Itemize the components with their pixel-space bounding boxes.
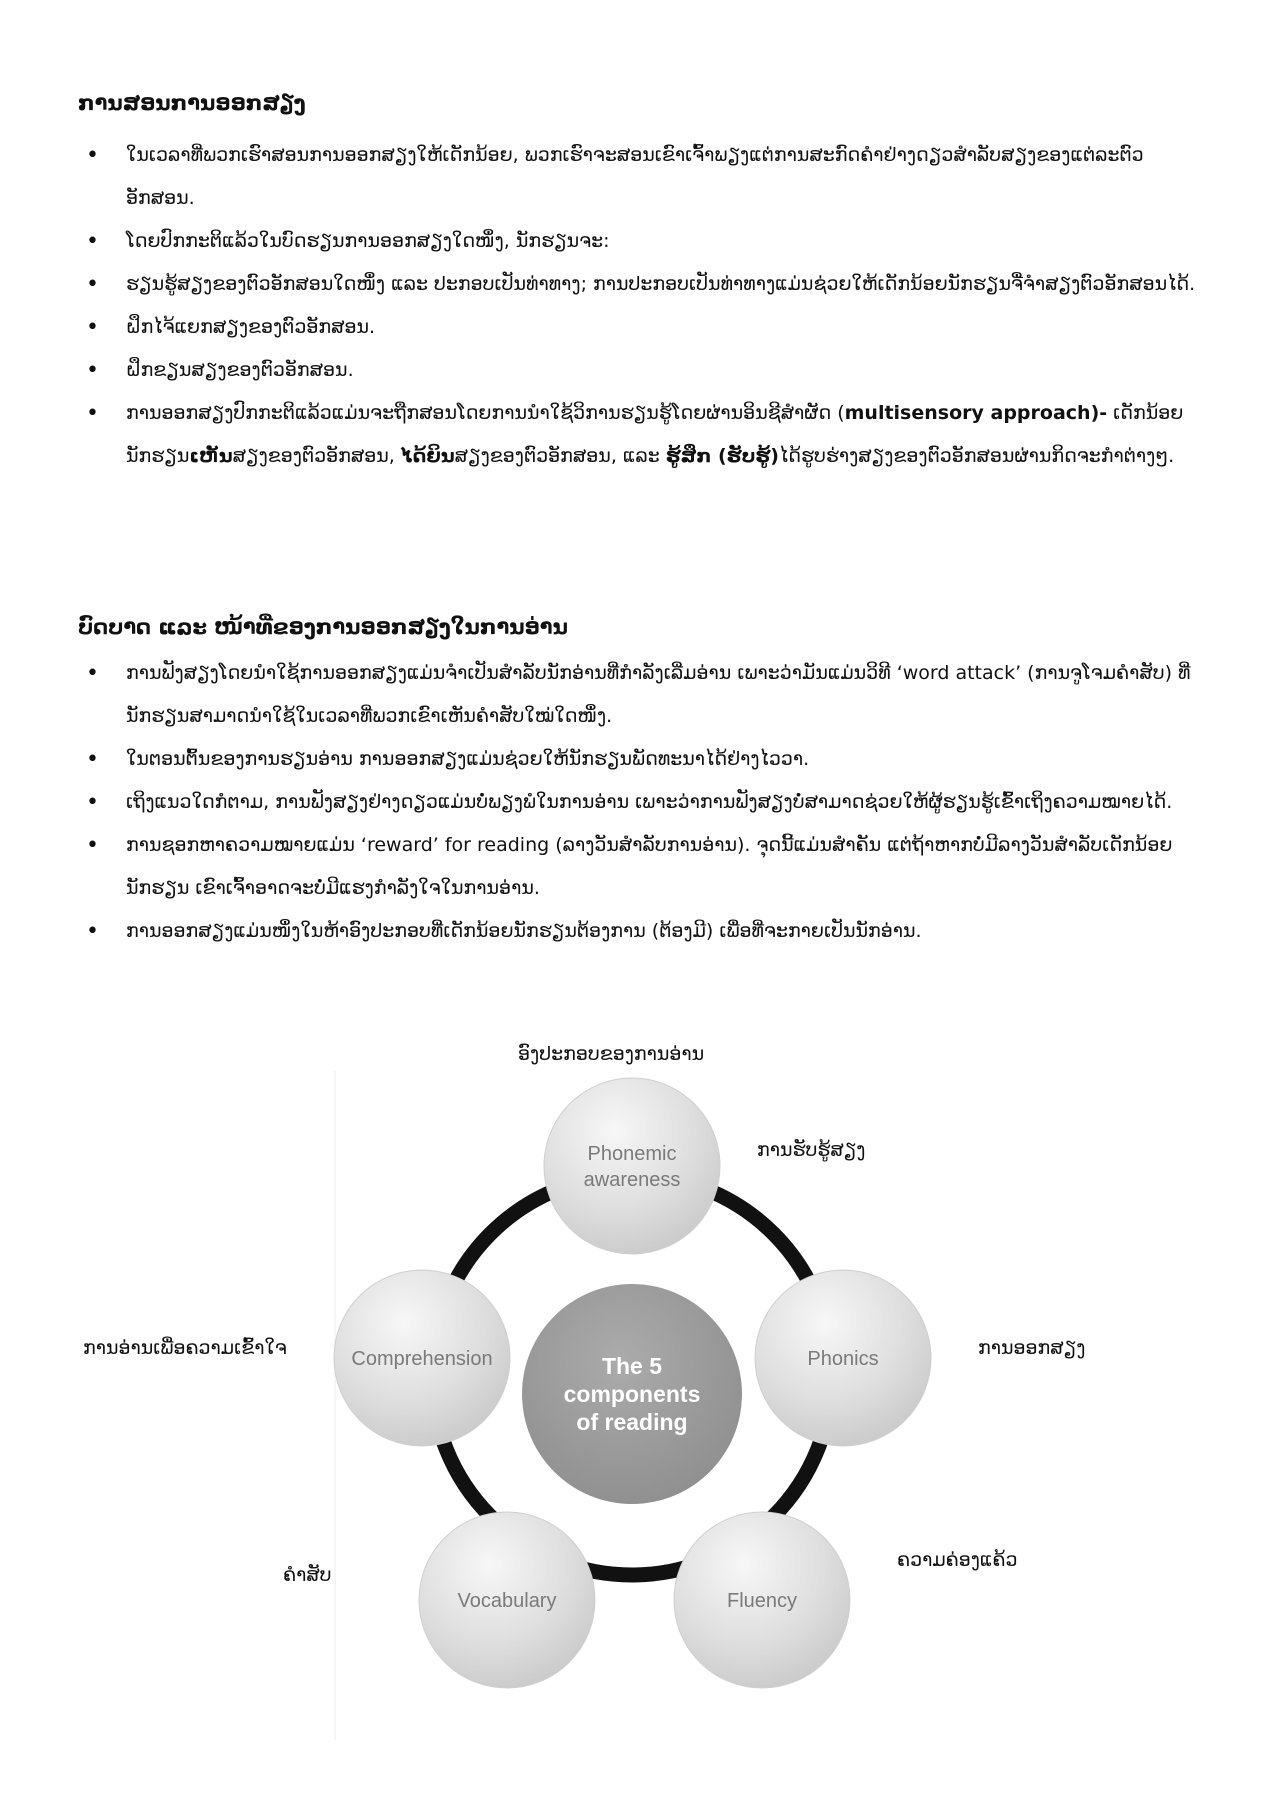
label-phonemic-awareness: ການຮັບຮູ້ສຽງ bbox=[757, 1139, 866, 1161]
list-item: • ຮຽນຮູ້ສຽງຂອງຕົວອັກສອນໃດໜຶ່ງ ແລະ ປະກອບເປັນທ່າທາງ; ການປະກອບເປັນທ່າທາງແມ່ນຊ່ວຍໃຫ້ເດັກນ້ອຍນັກຮຽນຈື່ຈໍາສຽງຕົວອັກສອນໄດ້. bbox=[78, 263, 1200, 306]
label-fluency: ຄວາມຄ່ອງແຄ້ວ bbox=[897, 1549, 1018, 1571]
center-title-text: The 5 bbox=[601, 1353, 663, 1379]
label-comprehension: ການອ່ານເພື່ອຄວາມເຂົ້າໃຈ bbox=[83, 1337, 287, 1359]
center-title-text: of reading bbox=[576, 1409, 688, 1435]
component-circle-phonemic-awareness bbox=[544, 1078, 720, 1254]
label-vocabulary: ຄໍາສັບ bbox=[283, 1564, 332, 1586]
reading-components-diagram bbox=[0, 1020, 1273, 1760]
list-item: • ຝຶກໄຈ້ແຍກສຽງຂອງຕົວອັກສອນ. bbox=[78, 306, 1200, 349]
list-item: • ການຊອກຫາຄວາມໝາຍແມ່ນ ‘reward’ for reading (ລາງວັນສໍາລັບການອ່ານ). ຈຸດນີ້ແມ່ນສໍາຄັນ ແຕ່ຖ້າຫາກບໍ່ມີລາງວັນສໍາລັບເດັກນ້ອຍນັກຮຽນ ເຂົາເຈົ້າອາດຈະບໍ່ມີແຮງກໍາລັງໃຈໃນການອ່ານ. bbox=[78, 824, 1200, 910]
component-name-text: Phonics bbox=[807, 1348, 879, 1370]
list-item: • ໂດຍປົກກະຕິແລ້ວໃນບົດຮຽນການອອກສຽງໃດໜຶ່ງ, ນັກຮຽນຈະ: bbox=[78, 220, 1200, 263]
list-item: • ຝຶກຂຽນສຽງຂອງຕົວອັກສອນ. bbox=[78, 349, 1200, 392]
diagram-title: ອົງປະກອບຂອງການອ່ານ bbox=[518, 1043, 705, 1065]
role-of-phonics-list bbox=[78, 652, 1200, 953]
list-item: • ການອອກສຽງແມ່ນໜຶ່ງໃນຫ້າອົງປະກອບທີ່ເດັກນ້ອຍນັກຮຽນຕ້ອງການ (ຕ້ອງມີ) ເພື່ອທີ່ຈະກາຍເປັນນັກອ່ານ. bbox=[78, 910, 1200, 953]
section-heading-role-of-phonics: ບົດບາດ ແລະ ໜ້າທີ່ຂອງການອອກສຽງໃນການອ່ານ bbox=[78, 615, 568, 639]
list-item-multisensory: • ການອອກສຽງປົກກະຕິແລ້ວແມ່ນຈະຖືກສອນໂດຍການນໍາໃຊ້ວິການຮຽນຮູ້ໂດຍຜ່ານອິນຊີສໍາຜັດ (multisensory approach)- ເດັກນ້ອຍນັກຮຽນເຫັນສຽງຂອງຕົວອັກສອນ, ໄດ້ຍິນສຽງຂອງຕົວອັກສອນ, ແລະ ຮູ້ສຶກ (ຮັບຮູ້)ໄດ້ຮູບຮ່າງສຽງຂອງຕົວອັກສອນຜ່ານກິດຈະກໍາຕ່າງໆ. bbox=[78, 392, 1200, 478]
center-title-text: components bbox=[563, 1381, 701, 1407]
list-item: • ການຟັງສຽງໂດຍນໍາໃຊ້ການອອກສຽງແມ່ນຈໍາເປັນສໍາລັບນັກອ່ານທີ່ກໍາລັງເລີ່ມອ່ານ ເພາະວ່າມັນແມ່ນວິທີ ‘word attack’ (ການຈູໂຈມຄໍາສັບ) ທີ່ນັກຮຽນສາມາດນໍາໃຊ້ໃນເວລາທີ່ພວກເຂົາເຫັນຄໍາສັບໃໝ່ໃດໜຶ່ງ. bbox=[78, 652, 1200, 738]
component-name-text: Comprehension bbox=[351, 1348, 493, 1370]
list-item: • ເຖິງແນວໃດກໍຕາມ, ການຟັງສຽງຢ່າງດຽວແມ່ນບໍ່ພຽງພໍໃນການອ່ານ ເພາະວ່າການຟັງສຽງບໍ່ສາມາດຊ່ວຍໃຫ້ຜູ້ຮຽນຮູ້ເຂົ້າເຖິງຄວາມໝາຍໄດ້. bbox=[78, 781, 1200, 824]
section-heading-phonics-teaching: ການສອນການອອກສຽງ bbox=[78, 91, 306, 115]
component-name-text: Vocabulary bbox=[457, 1590, 557, 1612]
component-name-text: Fluency bbox=[726, 1590, 798, 1612]
phonics-teaching-list bbox=[78, 134, 1200, 478]
components-cycle-graphic bbox=[0, 1020, 1273, 1760]
list-item: • ໃນເວລາທີ່ພວກເຮົາສອນການອອກສຽງໃຫ້ເດັກນ້ອຍ, ພວກເຮົາຈະສອນເຂົາເຈົ້າພຽງແຕ່ການສະກົດຄໍາຢ່າງດຽວສໍາລັບສຽງຂອງແຕ່ລະຕົວອັກສອນ. bbox=[78, 134, 1200, 220]
label-phonics: ການອອກສຽງ bbox=[978, 1337, 1086, 1359]
list-item: • ໃນຕອນຕົ້ນຂອງການຮຽນອ່ານ ການອອກສຽງແມ່ນຊ່ວຍໃຫ້ນັກຮຽນພັດທະນາໄດ້ຢ່າງໄວວາ. bbox=[78, 738, 1200, 781]
component-name-text: awareness bbox=[583, 1169, 681, 1191]
component-name-text: Phonemic bbox=[587, 1143, 677, 1165]
